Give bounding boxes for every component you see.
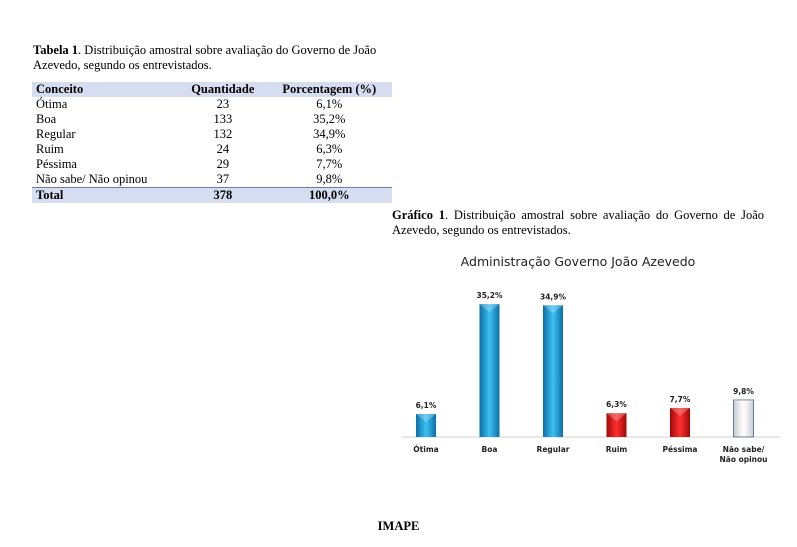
cell-quantidade: 37 bbox=[216, 172, 230, 186]
footer-source: IMAPE bbox=[377, 519, 420, 533]
category-label-2: Regular bbox=[536, 445, 570, 454]
cell-quantidade: 24 bbox=[216, 142, 230, 156]
data-label-1: 35,2% bbox=[476, 291, 503, 301]
data-label-2: 34,9% bbox=[539, 292, 567, 302]
data-label-5: 9,8% bbox=[733, 387, 754, 397]
chart-caption-text: . Distribuição amostral sobre avaliação do Governo de João Azevedo, segundo os entrevistados. bbox=[392, 208, 764, 237]
table-row bbox=[32, 142, 392, 157]
cell-conceito: Boa bbox=[36, 112, 57, 126]
bar-1 bbox=[480, 304, 500, 437]
table-row bbox=[32, 127, 392, 142]
cell-conceito: Péssima bbox=[36, 157, 77, 171]
category-label-0: Ótima bbox=[413, 445, 439, 454]
table-caption-label: Tabela 1 bbox=[33, 43, 79, 57]
total-porcentagem: 100,0% bbox=[267, 188, 392, 204]
header-quantidade: Quantidade bbox=[179, 82, 267, 97]
bar-2 bbox=[543, 305, 563, 437]
table-header-row bbox=[32, 82, 392, 97]
table-caption bbox=[33, 43, 423, 73]
cell-porcentagem: 6,1% bbox=[316, 97, 343, 111]
category-label-4: Péssima bbox=[662, 445, 698, 454]
table-total-row bbox=[32, 188, 392, 204]
total-conceito: Total bbox=[32, 188, 179, 204]
data-label-0: 6,1% bbox=[415, 400, 437, 410]
cell-conceito: Ótima bbox=[36, 97, 68, 111]
cell-porcentagem: 35,2% bbox=[313, 112, 346, 126]
table-caption-text: . Distribuição amostral sobre avaliação do Governo de João Azevedo, segundo os entrevistados. bbox=[33, 43, 377, 72]
cell-porcentagem: 9,8% bbox=[316, 172, 343, 186]
distribution-table bbox=[32, 82, 392, 203]
chart-caption-label: Gráfico 1 bbox=[392, 208, 445, 222]
total-quantidade: 378 bbox=[179, 188, 267, 204]
bar-chart bbox=[392, 280, 782, 480]
cell-porcentagem: 7,7% bbox=[316, 157, 343, 171]
cell-quantidade: 29 bbox=[216, 157, 230, 171]
cell-conceito: Não sabe/ Não opinou bbox=[36, 172, 148, 186]
data-label-3: 6,3% bbox=[606, 400, 627, 410]
cell-porcentagem: 34,9% bbox=[313, 127, 346, 141]
header-conceito: Conceito bbox=[32, 82, 179, 97]
cell-conceito: Regular bbox=[36, 127, 76, 141]
table-row bbox=[32, 112, 392, 127]
header-porcentagem: Porcentagem (%) bbox=[267, 82, 392, 97]
cell-conceito: Ruim bbox=[36, 142, 64, 156]
data-label-4: 7,7% bbox=[669, 394, 691, 404]
chart-title: Administração Governo João Azevedo bbox=[460, 254, 696, 269]
chart-caption bbox=[392, 208, 764, 238]
table-row bbox=[32, 157, 392, 172]
cell-porcentagem: 6,3% bbox=[316, 142, 343, 156]
table-row bbox=[32, 172, 392, 188]
table-row bbox=[32, 97, 392, 112]
category-label-5: Não sabe/ Não opinou bbox=[719, 445, 768, 464]
cell-quantidade: 23 bbox=[216, 97, 230, 111]
category-label-1: Boa bbox=[481, 445, 498, 454]
cell-quantidade: 132 bbox=[213, 127, 233, 141]
category-label-3: Ruim bbox=[605, 445, 628, 454]
cell-quantidade: 133 bbox=[213, 112, 233, 126]
